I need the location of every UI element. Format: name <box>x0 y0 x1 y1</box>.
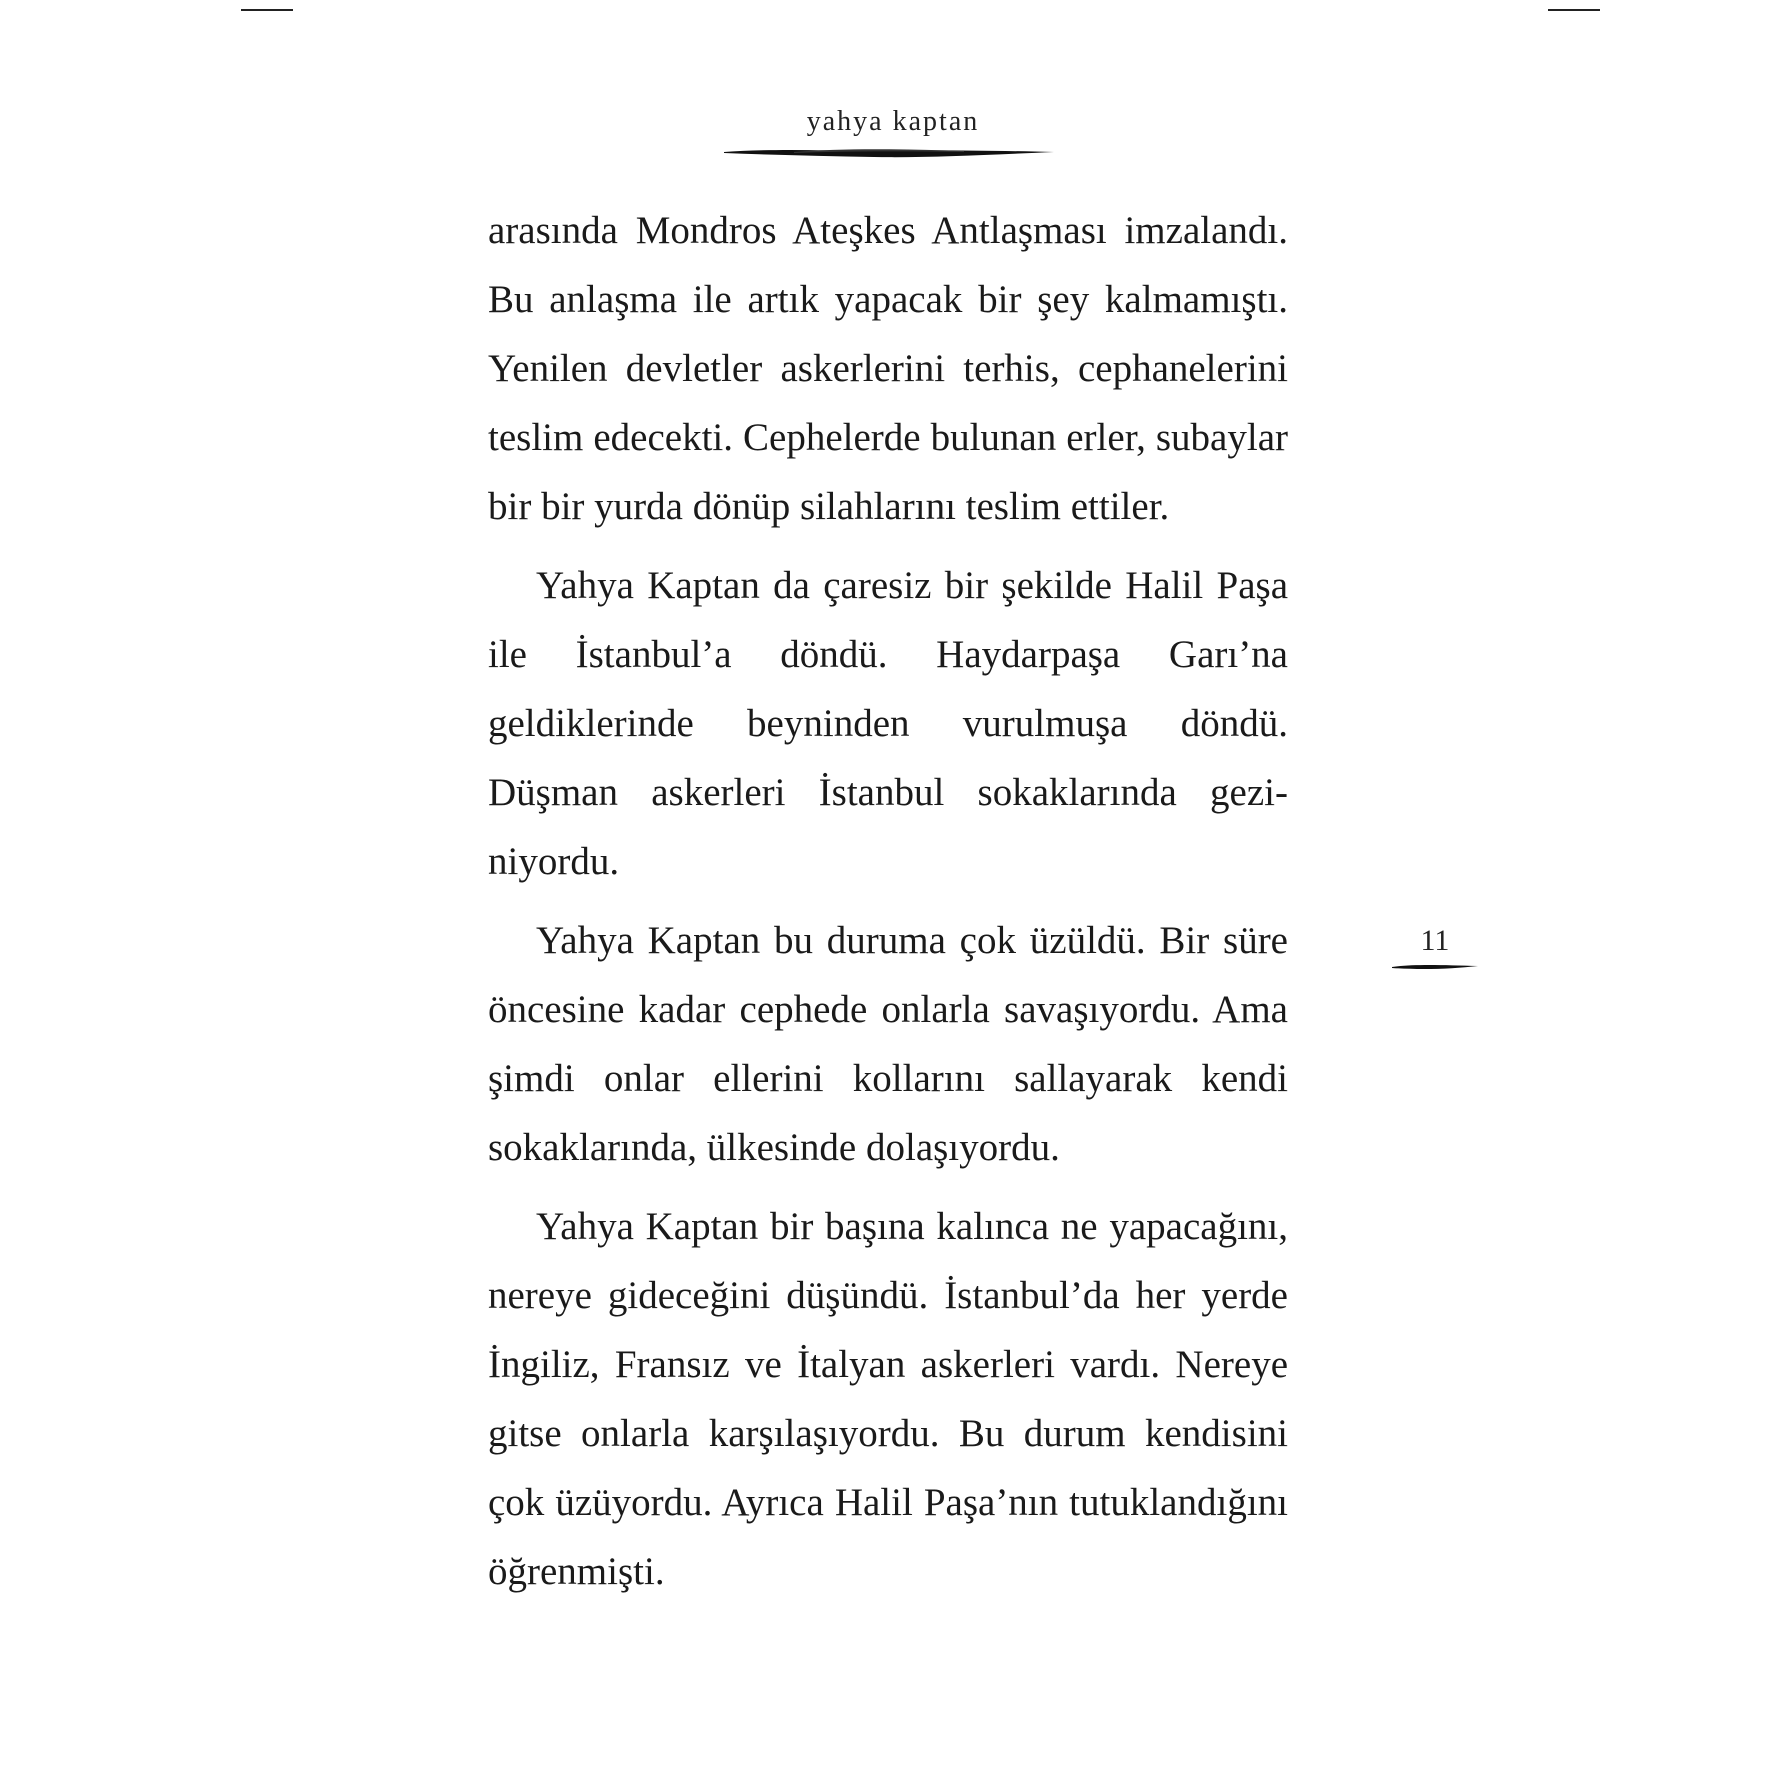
page-number-brush-rule <box>1392 962 1478 972</box>
page-number: 11 <box>1420 924 1450 957</box>
paragraph-4: Yahya Kaptan bir başına kalınca ne yapacağını, nereye gideceğini düşündü. İstanbul’da her yerde İngiliz, Fransız ve İtalyan askerleri vardı. Nereye gitse onlarla karşılaşıyordu. Bu durum kendisini çok üzüyordu. Ayrıca Halil Paşa’nın tutuklandığını öğrenmişti. <box>488 1205 1288 1593</box>
running-head-brush-rule <box>724 146 1054 160</box>
body-text <box>488 196 1288 1616</box>
running-head: yahya kaptan <box>806 106 980 137</box>
paragraph-2: Yahya Kaptan da çaresiz bir şekilde Halil Paşa ile İstanbul’a döndü. Haydarpaşa Garı’na geldiklerinde beyninden vurulmuşa döndü. Düşman askerleri İstanbul sokaklarında geziniyordu. <box>488 564 1288 883</box>
crop-mark-left <box>241 9 293 11</box>
paragraph-3: Yahya Kaptan bu duruma çok üzüldü. Bir süre öncesine kadar cephede onlarla savaşıyordu. Ama şimdi onlar ellerini kollarını sallayarak kendi sokaklarında, ülkesinde dolaşıyordu. <box>488 919 1288 1169</box>
paragraph-1: arasında Mondros Ateşkes Antlaşması imzalandı. Bu anlaşma ile artık yapacak bir şey kalmamıştı. Yenilen devletler askerlerini terhis, cephanelerini teslim edecekti. Cephelerde bulunan erler, subaylar bir bir yurda dönüp silahlarını teslim ettiler. <box>488 209 1288 528</box>
crop-mark-right <box>1548 9 1600 11</box>
